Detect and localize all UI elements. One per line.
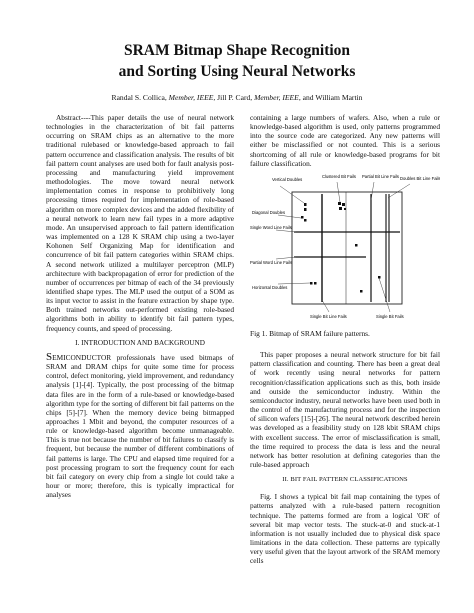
label-diagonal-doubles: Diagonal Doubles (252, 209, 286, 215)
author-2-role: Member, IEEE (254, 93, 299, 102)
author-1-name: Randal S. Collica, (111, 93, 167, 102)
bitmap-figure (250, 172, 440, 327)
paper-title (0, 40, 474, 82)
label-single-word-line-fails: Single Word Line Fails (250, 224, 292, 230)
label-doubles-bit-line-fails: Doubles Bit Line Fails (400, 175, 440, 181)
figure-1 (250, 172, 440, 327)
author-line (20, 93, 454, 102)
right-paragraph-3: Fig. I shows a typical bit fail map containing the types of patterns analyzed with a rule-based pattern recognition technique. The patterns formed are from a logical 'OR' of several bit map vector tests. The stuck-at-0 and stuck-at-1 information is not usually included due to physical disk space limitations in the data collection. These patterns are typically very useful given that the layout artwork of the SRAM memory cells (250, 492, 440, 566)
title-line-2: and Sorting Using Neural Networks (118, 63, 356, 80)
right-column (250, 113, 440, 566)
label-single-bit-line-fails: Single Bit Line Fails (310, 313, 347, 319)
figure-leader-lines (276, 182, 410, 312)
label-partial-bit-line-fails: Partial Bit Line Fails (362, 173, 400, 179)
title-line-1: SRAM Bitmap Shape Recognition (123, 42, 351, 59)
diagonal-doubles-mark (301, 216, 307, 222)
section-1-heading: I. INTRODUCTION AND BACKGROUND (75, 338, 205, 347)
label-partial-word-line-fails: Partial Word Line Fails (250, 259, 293, 265)
right-intro-paragraph: containing a large numbers of wafers. Also, when a rule or knowledge-based algorithm is used, only patterns programmed into the source code are categorized. Any new patterns will either be misclassified or not counted. This is a serious shortcoming of all rule or knowledge-based programs for bit failure classification. (250, 113, 440, 168)
label-clustered-bit-fails: Clustered Bit Fails (322, 173, 356, 179)
single-bit-fails-mark (355, 244, 381, 293)
right-paragraph-2: This paper proposes a neural network structure for bit fail pattern classification and counting. There has been a great deal of work recently using neural networks for pattern recognition/classification applications such as this, both inside and outside the semiconductor industry. Within the semiconductor industry, neural networks have been used both in the control of the manufacturing process and for the inspection of silicon wafers [15]-[26]. The neural network described herein was developed as a feasibility study on 128 kbit SRAM chips with excellent success. The error of misclassification is small, the time required to process the data is less and the neural network has better resolution at defining categories than the rule-based approach (250, 350, 440, 469)
author-3-name: , and William Martin (298, 93, 363, 102)
figure-1-caption: Fig 1. Bitmap of SRAM failure patterns. (250, 328, 370, 338)
left-column (46, 113, 234, 499)
label-vertical-doubles: Vertical Doubles (272, 176, 303, 182)
clustered-bit-fails-mark (338, 202, 346, 210)
vertical-doubles-mark (304, 203, 307, 211)
label-single-bit-fails: Single Bit Fails (376, 313, 404, 319)
intro-dropcap: S (46, 350, 53, 363)
label-horizontal-doubles: Horizontal Doubles (252, 284, 288, 290)
intro-lead-word: EMICONDUCTOR (52, 352, 112, 362)
abstract-paragraph: Abstract----This paper details the use of neural network technologies in the characterization of bit fail patterns occurring on SRAM chips as an alternative to the more traditional rulebased or knowledge-based approach to fail pattern occurrence and classification analysis. The results of bit fail pattern count analyses are used both for fault analysis post-processing and manufacturing yield improvement methodologies. The move toward neural network implementation comes in response to prohibitively long processing times required for implementation of role-based algorithm on more complex devices and the added flexibility of a neural network to learn new fail types in a more adaptive mode. An unsupervised approach to fail pattern identification was implemented on a 128 K SRAM chip using a two-layer Kohonen Self Organizing Map for identification and concurrence of bit fail pattern categories within SRAM chips. A second network utilized a multilayer perceptron (MLP) architecture with backpropagation of error for prediction of the number of occurrences per bitmap of each of the 34 previously identified shape types. The MLP used the output of a SOM as its input vector to assist in the feature extraction by shape type. Both trained networks out-performed existing role-based algorithms both in ability to identify bit fail pattern types, frequency counts, and speed of processing. (46, 113, 234, 333)
section-2-heading: II. BIT FAIL PATTERN CLASSIFICATIONS (282, 476, 408, 484)
intro-paragraph (46, 350, 234, 500)
horizontal-doubles-mark (310, 282, 317, 285)
intro-body: professionals have used bitmaps of SRAM and DRAM chips for quite some time for process control, defect monitoring, yield improvement, and redundancy analysis [1]-[4]. Typically, the post processing of the bitmap data files are in the form of a rule-based or knowledge-based algorithm type for the sorting of different bit fail patterns on the chips [5]-[7]. When the memory device being bitmapped approaches 1 Mbit and beyond, the computer resources of a rule or knowledge-based algorithm become unmanageable. This is true not because the number of bit failures to classify is frequent, but because the number of different combinations of fail patterns is large. The CPU and elapsed time required for a post processing program to sort the frequency count for each bit fail category on every chip from a single lot could take a hour or more; therefore, this is typically impractical for analyses (46, 352, 234, 500)
author-1-role: Member, IEEE (168, 93, 214, 102)
author-2-name: , Jill P. Card, (213, 93, 253, 102)
